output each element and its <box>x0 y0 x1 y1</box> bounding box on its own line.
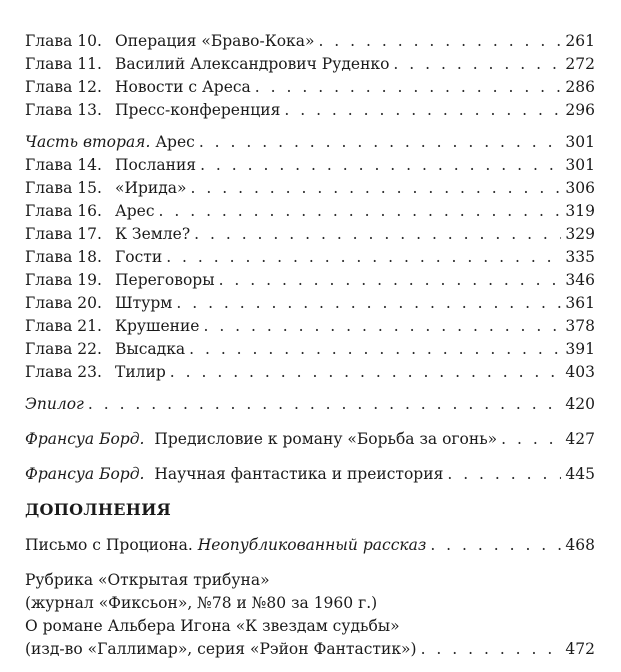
rubric-line: (изд-во «Галлимар», серия «Рэйон Фантастик») <box>25 640 417 658</box>
rubric-line: Рубрика «Открытая трибуна» <box>25 571 270 589</box>
page-number: 378 <box>565 317 595 335</box>
chapter-number: Глава 19. <box>25 271 102 289</box>
toc-entry <box>25 76 595 99</box>
chapter-title: Операция «Браво-Кока» <box>115 32 315 50</box>
chapter-number: Глава 15. <box>25 179 102 197</box>
chapter-title: Послания <box>115 156 197 174</box>
article-title: Научная фантастика и преистория <box>154 465 444 483</box>
toc-entry <box>25 269 595 292</box>
toc-entry <box>25 338 595 361</box>
chapter-title: Переговоры <box>115 271 215 289</box>
leader-dots <box>203 315 561 338</box>
chapter-number: Глава 12. <box>25 78 102 96</box>
leader-dots <box>191 177 562 200</box>
toc-entry <box>25 200 595 223</box>
leader-dots <box>393 53 561 76</box>
chapter-number: Глава 20. <box>25 294 102 312</box>
leader-dots <box>166 246 561 269</box>
toc-part2-heading <box>25 131 595 154</box>
chapter-title: Пресс-конференция <box>115 101 281 119</box>
page-number: 272 <box>565 55 595 73</box>
leader-dots <box>318 30 561 53</box>
story-note: Неопубликованный рассказ <box>197 536 427 554</box>
toc-entry <box>25 223 595 246</box>
leader-dots <box>501 428 561 451</box>
chapter-number: Глава 23. <box>25 363 102 381</box>
page-number: 329 <box>565 225 595 243</box>
chapter-number: Глава 17. <box>25 225 102 243</box>
toc-entry <box>25 292 595 315</box>
leader-dots <box>159 200 562 223</box>
page-number: 301 <box>565 156 595 174</box>
page-number: 335 <box>565 248 595 266</box>
toc-entry <box>25 99 595 122</box>
chapter-number: Глава 16. <box>25 202 102 220</box>
table-of-contents <box>25 30 595 661</box>
chapter-title: «Ирида» <box>115 179 187 197</box>
toc-entry <box>25 154 595 177</box>
page-number: 391 <box>565 340 595 358</box>
chapter-number: Глава 10. <box>25 32 102 50</box>
chapter-number: Глава 21. <box>25 317 102 335</box>
part-title: Арес <box>155 133 195 151</box>
leader-dots <box>189 338 561 361</box>
page-number: 301 <box>565 133 595 151</box>
toc-entry <box>25 53 595 76</box>
page-number: 427 <box>565 430 595 448</box>
leader-dots <box>255 76 562 99</box>
page-number: 286 <box>565 78 595 96</box>
leader-dots <box>200 154 561 177</box>
leader-dots <box>88 393 562 416</box>
leader-dots <box>194 223 561 246</box>
toc-entry <box>25 246 595 269</box>
chapter-title: Арес <box>115 202 155 220</box>
author-name: Франсуа Борд. <box>25 430 145 448</box>
page-number: 346 <box>565 271 595 289</box>
page-number: 361 <box>565 294 595 312</box>
leader-dots <box>421 638 562 661</box>
toc-rubric <box>25 569 595 661</box>
part-label: Часть вторая. <box>25 133 151 151</box>
leader-dots <box>219 269 562 292</box>
chapter-title: Василий Александрович Руденко <box>115 55 390 73</box>
leader-dots <box>170 361 562 384</box>
toc-bord-essay <box>25 463 595 486</box>
chapter-title: Крушение <box>115 317 200 335</box>
toc-epilogue <box>25 393 595 416</box>
story-title: Письмо с Проциона. <box>25 536 193 554</box>
chapter-title: Гости <box>115 248 163 266</box>
article-title: Предисловие к роману «Борьба за огонь» <box>154 430 498 448</box>
chapter-number: Глава 18. <box>25 248 102 266</box>
toc-entry <box>25 177 595 200</box>
toc-bord-preface <box>25 428 595 451</box>
chapter-number: Глава 22. <box>25 340 102 358</box>
author-name: Франсуа Борд. <box>25 465 145 483</box>
page-number: 261 <box>565 32 595 50</box>
chapter-number: Глава 13. <box>25 101 102 119</box>
rubric-last-line <box>25 638 595 661</box>
toc-part2-list <box>25 154 595 384</box>
page-number: 420 <box>565 395 595 413</box>
toc-entry <box>25 315 595 338</box>
supplements-heading: ДОПОЛНЕНИЯ <box>25 500 172 519</box>
toc-entry <box>25 361 595 384</box>
rubric-line: О романе Альбера Игона «К звездам судьбы» <box>25 617 400 635</box>
leader-dots <box>447 463 561 486</box>
leader-dots <box>284 99 561 122</box>
leader-dots <box>199 131 562 154</box>
chapter-title: Тилир <box>115 363 166 381</box>
leader-dots <box>176 292 561 315</box>
page-number: 403 <box>565 363 595 381</box>
chapter-number: Глава 11. <box>25 55 102 73</box>
rubric-line: (журнал «Фиксьон», №78 и №80 за 1960 г.) <box>25 594 378 612</box>
chapter-title: К Земле? <box>115 225 191 243</box>
epilogue-label: Эпилог <box>25 395 84 413</box>
page-number: 319 <box>565 202 595 220</box>
page-number: 468 <box>565 536 595 554</box>
leader-dots <box>430 534 561 557</box>
page-number: 472 <box>565 640 595 658</box>
chapter-title: Высадка <box>115 340 186 358</box>
chapter-title: Новости с Ареса <box>115 78 251 96</box>
toc-letter <box>25 534 595 557</box>
toc-entry <box>25 30 595 53</box>
toc-part1-list <box>25 30 595 122</box>
page-number: 445 <box>565 465 595 483</box>
chapter-title: Штурм <box>115 294 173 312</box>
chapter-number: Глава 14. <box>25 156 102 174</box>
page-number: 296 <box>565 101 595 119</box>
page-number: 306 <box>565 179 595 197</box>
